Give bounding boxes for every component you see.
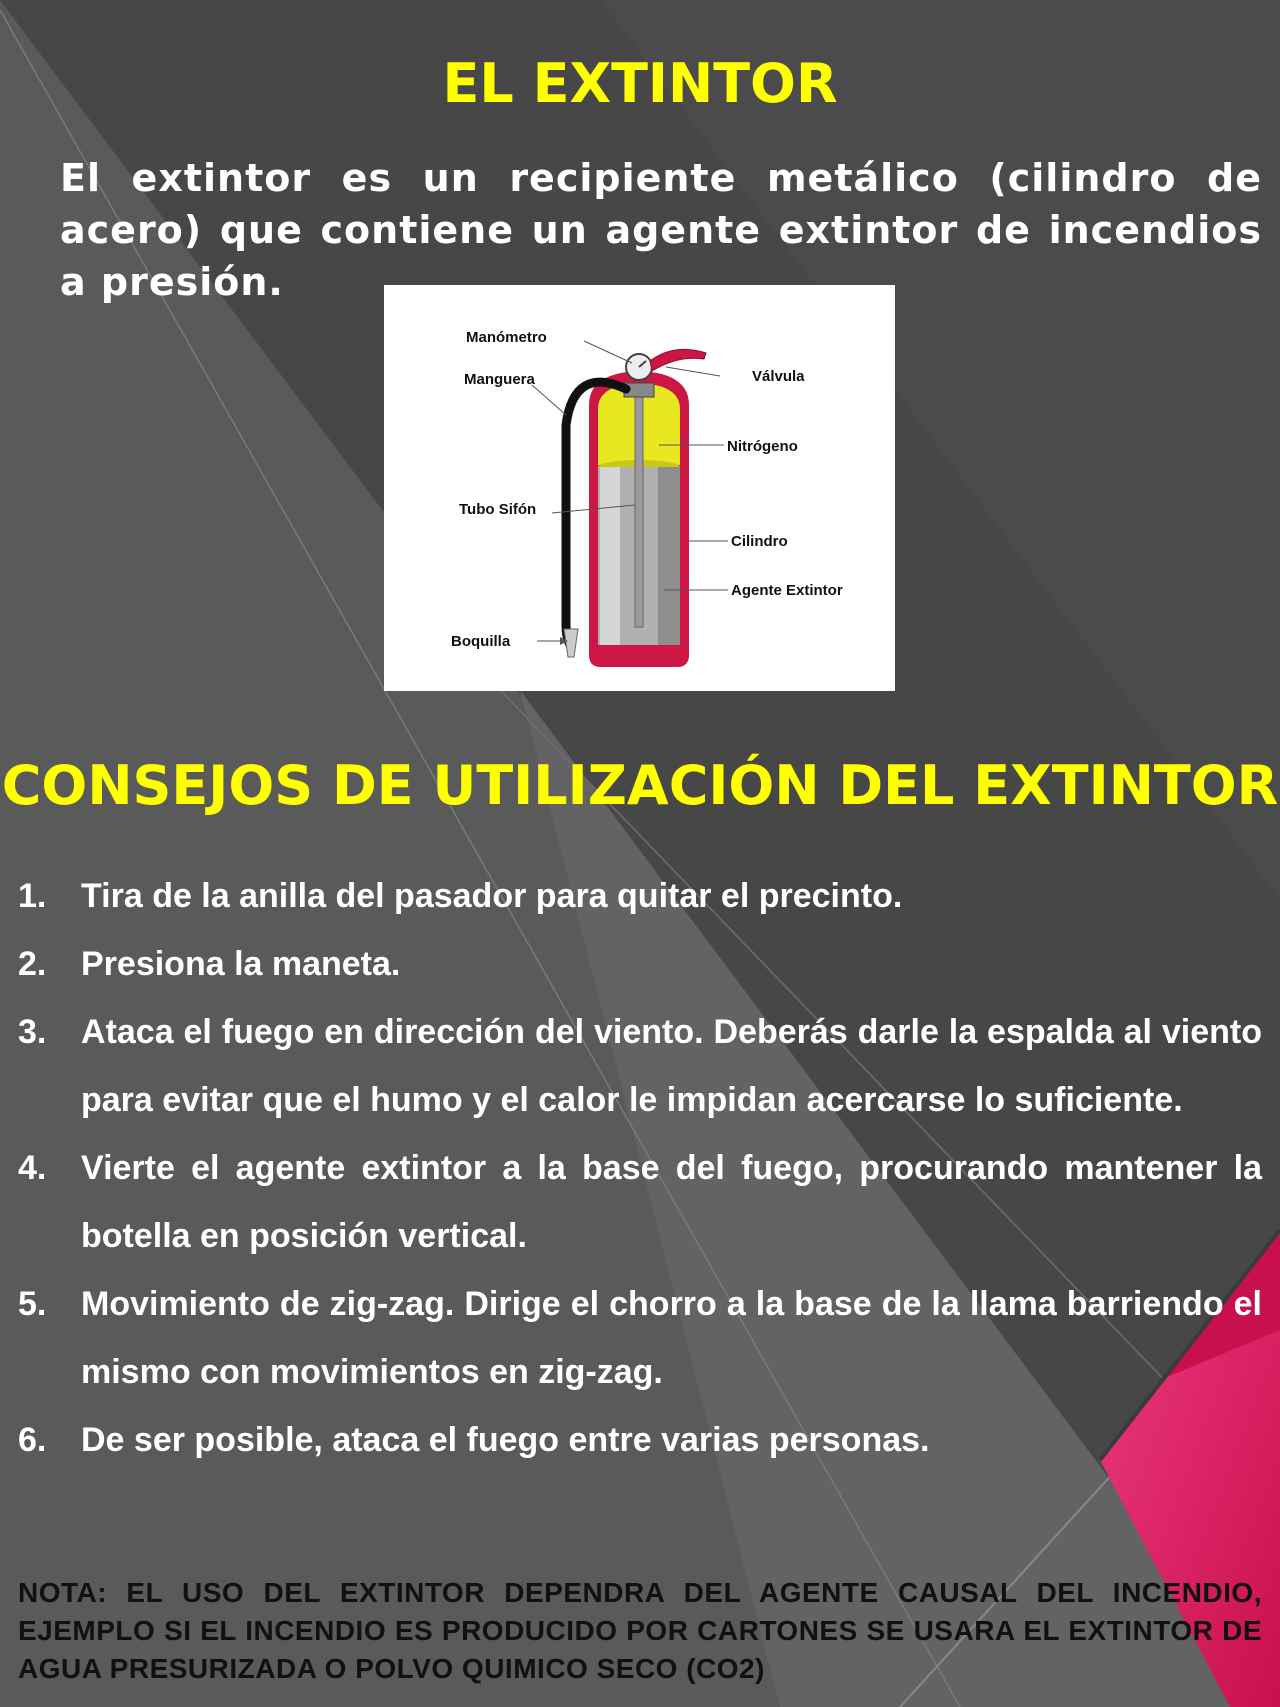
list-item: [18, 998, 1262, 1134]
tips-heading: CONSEJOS DE UTILIZACIÓN DEL EXTINTOR: [1, 754, 1279, 817]
label-valvula: Válvula: [752, 368, 805, 385]
step-text: De ser posible, ataca el fuego entre varias personas.: [81, 1421, 930, 1459]
list-item: [18, 930, 1262, 998]
step-number: 6.: [18, 1421, 47, 1459]
note-paragraph: NOTA: EL USO DEL EXTINTOR DEPENDRA DEL AGENTE CAUSAL DEL INCENDIO, EJEMPLO SI EL INCENDIO ES PRODUCIDO POR CARTONES SE USARA EL EXTINTOR DE AGUA PRESURIZADA O POLVO QUIMICO SECO (CO2): [18, 1577, 1262, 1684]
step-number: 1.: [18, 877, 47, 915]
step-text: Ataca el fuego en dirección del viento. Deberás darle la espalda al viento para evitar que el humo y el calor le impidan acercarse lo suficiente.: [81, 1013, 1262, 1119]
step-number: 5.: [18, 1285, 47, 1323]
step-number: 2.: [18, 945, 47, 983]
valve-handle: [650, 349, 706, 371]
label-manometro: Manómetro: [466, 329, 547, 346]
extinguisher-diagram: [384, 285, 895, 691]
tips-list: [18, 862, 1262, 1474]
step-number: 3.: [18, 1013, 47, 1051]
label-cilindro: Cilindro: [731, 533, 788, 550]
nozzle: [564, 629, 578, 657]
label-agente-extintor: Agente Extintor: [731, 582, 843, 599]
step-text: Presiona la maneta.: [81, 945, 401, 983]
label-manguera: Manguera: [464, 371, 535, 388]
extinguisher-illustration: [384, 285, 895, 691]
label-tubo-sifon: Tubo Sifón: [459, 501, 537, 518]
list-item: [18, 1134, 1262, 1270]
step-text: Vierte el agente extintor a la base del fuego, procurando mantener la botella en posición vertical.: [81, 1149, 1262, 1255]
step-text: Movimiento de zig-zag. Dirige el chorro a la base de la llama barriendo el mismo con movimientos en zig-zag.: [81, 1285, 1262, 1391]
step-number: 4.: [18, 1149, 47, 1187]
intro-paragraph: El extintor es un recipiente metálico (cilindro de acero) que contiene un agente extintor de incendios a presión.: [60, 156, 1262, 304]
siphon-tube: [635, 395, 643, 627]
label-boquilla: Boquilla: [451, 633, 511, 650]
page-title: EL EXTINTOR: [442, 52, 838, 115]
label-nitrogeno: Nitrógeno: [727, 438, 798, 455]
list-item: [18, 1270, 1262, 1406]
list-item: [18, 1406, 1262, 1474]
list-item: [18, 862, 1262, 930]
step-text: Tira de la anilla del pasador para quitar el precinto.: [81, 877, 903, 915]
